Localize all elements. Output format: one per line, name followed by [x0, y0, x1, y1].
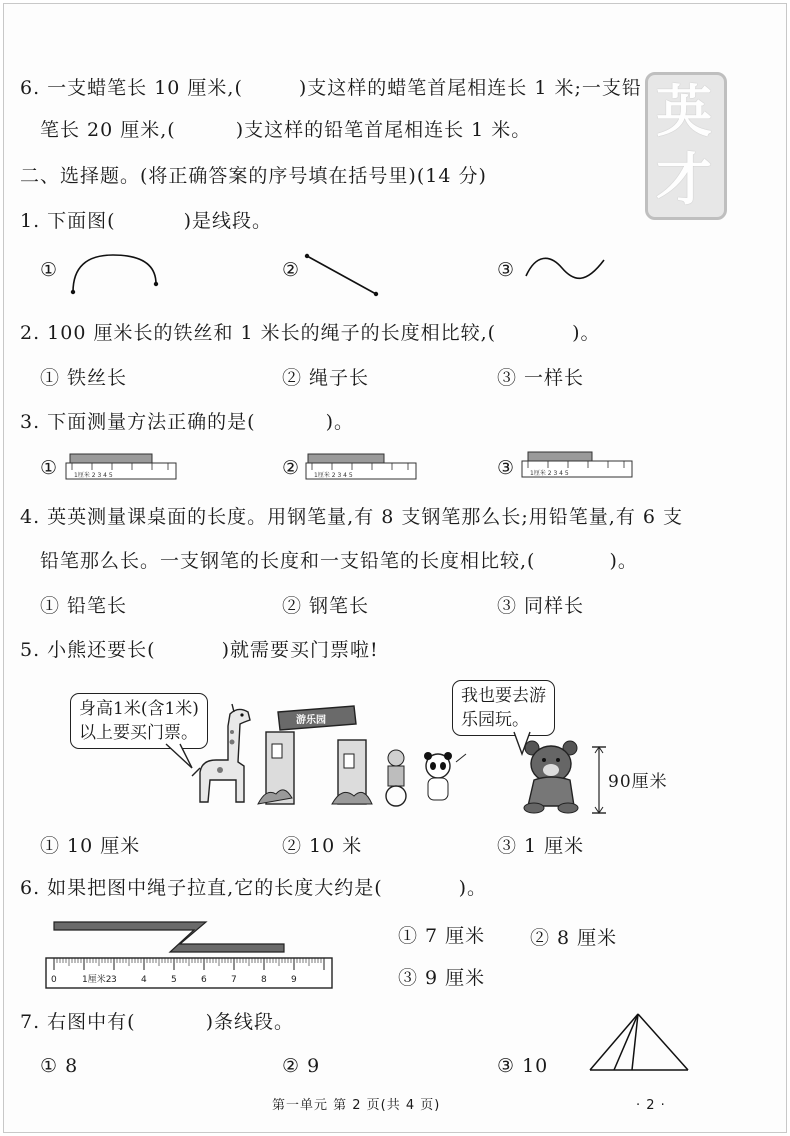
q4-line2-b: )。 [609, 550, 638, 572]
q6a-line1-b: )支这样的蜡笔首尾相连长 1 米;一支铅 [298, 77, 642, 99]
ruler-tick-label: 8 [261, 975, 267, 985]
ruler-tick-label: 4 [141, 975, 147, 985]
q6a-line2-a: 笔长 20 厘米,( [40, 119, 176, 141]
q7-stem [20, 1010, 294, 1034]
q6a-line2 [40, 118, 531, 142]
q3-option-2[interactable]: ② [282, 457, 301, 479]
q4-line2-a: 铅笔那么长。一支钢笔的长度和一支铅笔的长度相比较,( [40, 550, 536, 572]
q5-option-3[interactable]: ③ 1 厘米 [497, 835, 585, 857]
q4-line1: 4. 英英测量课桌面的长度。用钢笔量,有 8 支钢笔那么长;用铅笔量,有 6 支 [20, 506, 683, 528]
q5-stem-a: 5. 小熊还要长( [20, 639, 156, 661]
ruler-label: 1厘米 2 3 4 5 [314, 472, 353, 479]
q7-triangle-figure [588, 1012, 692, 1074]
ruler-tick-label: 6 [201, 975, 207, 985]
speech-bubble-rule [70, 693, 208, 749]
stamp-seal [645, 72, 727, 220]
q1-segment-figure [304, 252, 384, 298]
q6b-option-2[interactable]: ② 8 厘米 [530, 927, 618, 949]
q1-wave-figure [524, 252, 610, 286]
q6b-stem-a: 6. 如果把图中绳子拉直,它的长度大约是( [20, 877, 383, 899]
q6a-line2-b: )支这样的铅笔首尾相连长 1 米。 [235, 119, 532, 141]
q7-stem-a: 7. 右图中有( [20, 1011, 136, 1033]
bubble-bear-line1: 我也要去游 [461, 686, 546, 706]
ruler-tick-label: 9 [291, 975, 297, 985]
bubble-bear-line2: 乐园玩。 [461, 710, 529, 730]
stamp-char-1: 英 [656, 80, 712, 145]
q6b-option-3[interactable]: ③ 9 厘米 [398, 967, 486, 989]
ruler-tick-label: 1厘米2 [82, 975, 112, 985]
q2-stem-b: )。 [572, 322, 601, 344]
rope-shape [54, 922, 284, 952]
bubble-rule-line2: 以上要买门票。 [79, 723, 198, 743]
q1-option-2[interactable]: ② [282, 259, 301, 281]
q7-option-2[interactable]: ② 9 [282, 1055, 321, 1077]
q2-option-1[interactable]: ① 铁丝长 [40, 367, 128, 389]
q5-option-2[interactable]: ② 10 米 [282, 835, 363, 857]
q2-stem-a: 2. 100 厘米长的铁丝和 1 米长的绳子的长度相比较,( [20, 322, 497, 344]
q7-option-3[interactable]: ③ 10 [497, 1055, 549, 1077]
q7-stem-b: )条线段。 [205, 1011, 295, 1033]
q3-stem-a: 3. 下面测量方法正确的是( [20, 411, 256, 433]
q5-stem-b: )就需要买门票啦! [221, 639, 379, 661]
q2-stem [20, 321, 601, 345]
q3-stem-b: )。 [325, 411, 355, 433]
q4-option-2[interactable]: ② 钢笔长 [282, 595, 370, 617]
q4-option-3[interactable]: ③ 同样长 [497, 595, 585, 617]
q7-option-1[interactable]: ① 8 [40, 1055, 79, 1077]
rope-ruler-figure [44, 914, 334, 990]
q3-ruler-2 [304, 452, 420, 482]
q6a-line1-a: 6. 一支蜡笔长 10 厘米,( [20, 77, 243, 99]
ruler-label: 1厘米 2 3 4 5 [74, 472, 113, 479]
ruler-label: 1厘米 2 3 4 5 [530, 470, 569, 477]
speech-bubble-bear [452, 680, 555, 736]
gate-sign: 游乐园 [296, 715, 326, 726]
q4-line2 [40, 549, 638, 573]
bubble-rule-line1: 身高1米(含1米) [79, 699, 199, 719]
footer-center: 第一单元 第 2 页(共 4 页) [272, 1098, 441, 1113]
q6b-stem-b: )。 [458, 877, 488, 899]
q3-option-3[interactable]: ③ [497, 457, 516, 479]
q6a-line1 [20, 76, 642, 100]
q1-stem-a: 1. 下面图( [20, 210, 116, 232]
q6b-stem [20, 876, 487, 900]
q6b-option-1[interactable]: ① 7 厘米 [398, 925, 486, 947]
ruler-tick-label: 7 [231, 975, 237, 985]
q1-stem-b: )是线段。 [183, 210, 273, 232]
height-label: 90厘米 [608, 772, 668, 792]
giraffe-illustration [190, 702, 262, 808]
q5-stem [20, 638, 379, 662]
q2-option-3[interactable]: ③ 一样长 [497, 367, 585, 389]
q3-option-1[interactable]: ① [40, 457, 59, 479]
bear-illustration [518, 740, 590, 814]
q3-ruler-3 [520, 450, 636, 480]
ruler-tick-label: 3 [111, 975, 117, 985]
q3-stem [20, 410, 354, 434]
q1-option-1[interactable]: ① [40, 259, 59, 281]
q1-option-3[interactable]: ③ [497, 259, 516, 281]
amusement-park-gate [258, 702, 378, 806]
height-marker [592, 746, 606, 816]
q3-ruler-1 [64, 452, 180, 482]
ruler-tick-label: 0 [51, 975, 57, 985]
stamp-char-2: 才 [656, 148, 712, 213]
q4-option-1[interactable]: ① 铅笔长 [40, 595, 128, 617]
q1-arc-figure [68, 250, 168, 298]
section-title: 二、选择题。(将正确答案的序号填在括号里)(14 分) [20, 165, 487, 187]
q2-option-2[interactable]: ② 绳子长 [282, 367, 370, 389]
ruler-tick-label: 5 [171, 975, 177, 985]
small-animals [380, 744, 470, 808]
q5-option-1[interactable]: ① 10 厘米 [40, 835, 141, 857]
q1-stem [20, 209, 272, 233]
page-number: · 2 · [636, 1098, 666, 1113]
